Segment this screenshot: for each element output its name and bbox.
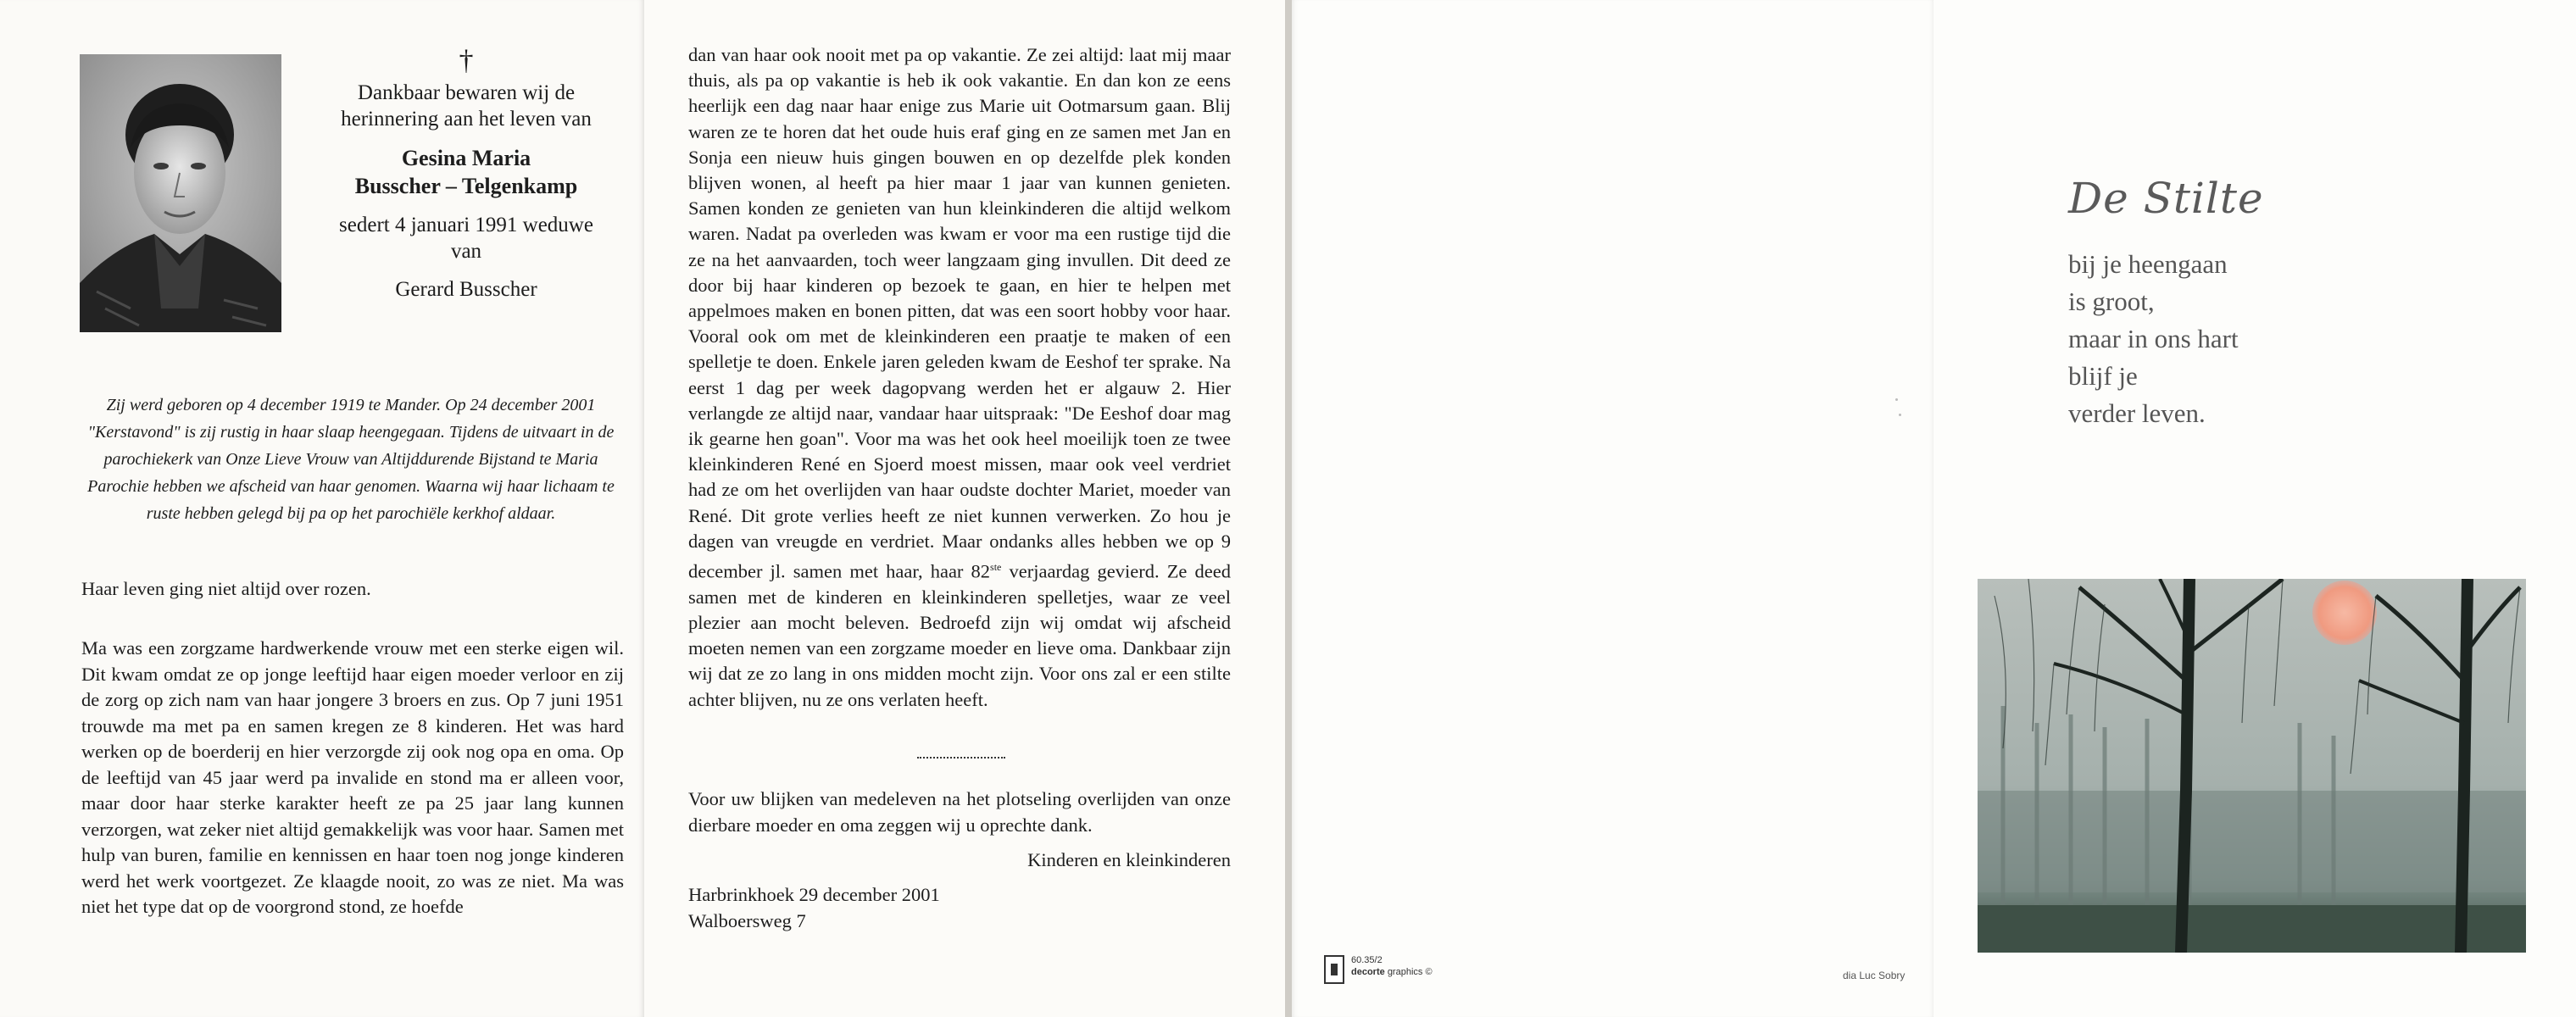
deceased-name-first: Gesina Maria [401, 146, 531, 170]
card-panel-back [1292, 0, 1933, 1017]
publisher-logo-icon [1324, 955, 1344, 984]
publisher-suffix: graphics © [1387, 967, 1433, 977]
thanks-paragraph: Voor uw blijken van medeleven na het plotseling overlijden van onze dierbare moeder en oma zeggen wij u oprechte dank. [688, 788, 1231, 836]
poem-line: is groot, [2068, 286, 2155, 316]
card-fold-gap [1285, 0, 1292, 1017]
ordinal-suffix: ste [990, 561, 1002, 574]
husband-name: Gerard Busscher [395, 278, 537, 301]
intro-sentence: Haar leven ging niet altijd over rozen. [81, 578, 371, 599]
poem-line: maar in ons hart [2068, 324, 2239, 353]
widow-of-line: van [450, 240, 482, 263]
poem-line: bij je heengaan [2068, 249, 2228, 279]
signoff: Kinderen en kleinkinderen [1027, 849, 1231, 870]
cross-icon: † [459, 45, 474, 76]
place-date: Harbrinkhoek 29 december 2001 [688, 884, 940, 905]
deceased-name-last: Busscher – Telgenkamp [354, 174, 578, 198]
dotted-divider [917, 757, 1005, 759]
photo-credit: dia Luc Sobry [1843, 970, 1906, 981]
life-story-part-1: Ma was een zorgzame hardwerkende vrouw met een sterke eigen wil. Dit kwam omdat ze op jonge leeftijd haar eigen moeder verloor en zij de zorg op zich nam van haar jongere 3 broers en zus. Op 7 juni 1951 trouwde ma met pa en samen kregen ze 8 kinderen. Het was hard werken op de boerderij en hier verzorgde zij ook nog opa en oma. Op de leeftijd van 45 jaar werd pa invalide en stond ma er alleen voor, maar door haar sterke karakter heeft ze pa 25 jaar lang kunnen verzorgen, wat zeker niet altijd gemakkelijk was voor haar. Samen met hulp van buren, familie en kennissen en haar toen nog jonge kinderen werd het werk voortgezet. Ze klaagde nooit, zo was ze niet. Ma was niet het type dat op de voorgrond stond, ze hoefde [81, 637, 624, 917]
publisher-code: 60.35/2 [1351, 955, 1383, 965]
widow-since-line: sedert 4 januari 1991 weduwe [339, 214, 593, 236]
poem-title: De Stilte [2068, 174, 2264, 223]
misty-trees-landscape [1978, 579, 2526, 953]
life-story-part-2 [688, 42, 1231, 713]
publisher-imprint [1351, 954, 1433, 978]
street-address: Walboersweg 7 [688, 910, 806, 931]
portrait-photo [80, 54, 281, 332]
poem-line: verder leven. [2068, 398, 2206, 428]
dedication-line-2: herinnering aan het leven van [341, 108, 592, 131]
publisher-brand: decorte [1351, 967, 1385, 977]
life-story-text-a: dan van haar ook nooit met pa op vakantie. Ze zei altijd: laat mij maar thuis, als pa op vakantie is heb ik ook vakantie. En dan kon ze eens heerlijk een dag naar haar enige zus Marie uit Ootmarsum gaan. Blij waren ze te horen dat het oude huis eraf ging en ze samen met Jan en Sonja een nieuw huis gingen bouwen en op dezelfde plek konden blijven wonen, al heeft pa hier maar 1 jaar van kunnen genieten. Samen konden ze genieten van hun kleinkinderen die altijd welkom waren. Nadat pa overleden was kwam er voor ma een rustige tijd die ze na het aanvaarden, toch weer langzaam ging invullen. Dit deed ze door bij haar kinderen op bezoek te gaan, en hier te helpen met appelmoes maken en bonen pitten, dat was een soort hobby voor haar. Vooral ook om met de kleinkinderen een praatje te maken of een spelletje te doen. Enkele jaren geleden kwam de Eeshof ter sprake. Na eerst 1 dag per week dagopvang werden het er algauw 2. Hier verlangde ze altijd naar, vandaar haar uitspraak: "De Eeshof doar mag ik gearne hen goan". Voor ma was het ook heel moeilijk toen ze twee kleinkinderen René en Sjoerd moest missen, maar ook veel verdriet had ze om het overlijden van haar oudste dochter Mariet, moeder van René. Dit grote verlies heeft ze niet kunnen verwerken. Zo hou je dagen van vreugde en verdriet. Maar ondanks alles hebben we op 9 december jl. samen met haar, haar 82 [688, 44, 1231, 582]
life-story-text-b: verjaardag gevierd. Ze deed samen met de kinderen en kleinkinderen spelletjes, waar ze veel plezier aan mocht beleven. Bedroefd zijn wij omdat wij afscheid moeten nemen van een zorgzame moeder en lieve oma. Dankbaar zijn wij dat ze zo lang in ons midden mocht zijn. Voor ons zal er een stilte achter blijven, nu ze ons verlaten heeft. [688, 560, 1231, 710]
dedication-line-1: Dankbaar bewaren wij de [357, 81, 576, 104]
birth-death-paragraph: Zij werd geboren op 4 december 1919 te Mander. Op 24 december 2001 "Kerstavond" is zij rustig in haar slaap heengegaan. Tijdens de uitvaart in de parochiekerk van Onze Lieve Vrouw van Altijddurende Bijstand te Maria Parochie hebben we afscheid van haar genomen. Waarna wij haar lichaam te ruste hebben gelegd bij pa op het parochiële kerkhof aldaar. [87, 396, 615, 523]
poem-line: blijf je [2068, 361, 2138, 391]
address-block [688, 881, 1231, 934]
poem-text [2068, 246, 2239, 432]
dedication-header [305, 46, 627, 303]
